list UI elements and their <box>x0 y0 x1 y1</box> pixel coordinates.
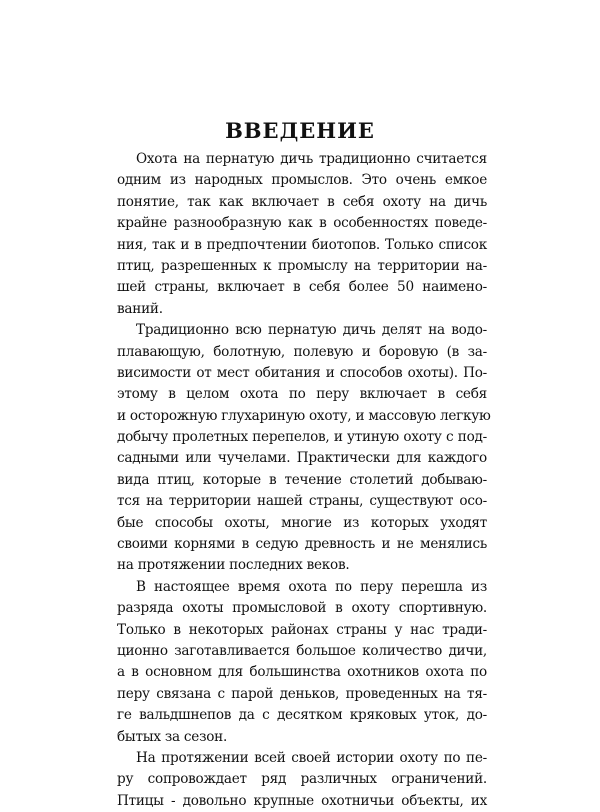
text-line: Птицы - довольно крупные охотничьи объекты, их <box>117 792 487 809</box>
text-line: понятие, так как включает в себя охоту на дичь <box>117 193 487 210</box>
text-line: ру сопровождает ряд различных ограничений. <box>117 771 487 788</box>
chapter-title: ВВЕДЕНИЕ <box>225 118 375 143</box>
text-line: этому в целом охота по перу включает в себя <box>117 386 487 403</box>
text-line: разряда охоты промысловой в охоту спортивную. <box>117 600 487 617</box>
text-line: бые способы охоты, многие из которых уходят <box>117 514 487 531</box>
text-line: на протяжении последних веков. <box>117 557 350 574</box>
text-line: ге вальдшнепов да с десятком кряковых уток, до- <box>117 707 487 724</box>
text-line: садными или чучелами. Практически для каждого <box>117 450 487 467</box>
text-line: бытых за сезон. <box>117 728 228 745</box>
text-line: добычу пролетных перепелов, и утиную охоту с под- <box>117 429 487 446</box>
body-text <box>117 149 491 812</box>
text-line: В настоящее время охота по перу перешла из <box>136 578 487 595</box>
text-line: ционно заготавливается большое количество дичи, <box>117 642 487 659</box>
text-line: одним из народных промыслов. Это очень емкое <box>117 172 487 189</box>
text-line: плавающую, болотную, полевую и боровую (в за- <box>117 343 487 360</box>
paragraph <box>117 577 487 748</box>
text-line: вида птиц, которые в течение столетий добываю- <box>117 471 487 488</box>
paragraph <box>117 149 487 320</box>
text-line: На протяжении всей своей истории охоту по пе- <box>136 749 487 766</box>
text-line: своими корнями в седую древность и не менялись <box>117 536 487 553</box>
text-line: ваний. <box>117 300 163 317</box>
text-line: Только в некоторых районах страны у нас тради- <box>117 621 487 638</box>
text-line: птиц, разрешенных к промыслу на территории на- <box>117 257 487 274</box>
text-line: шей страны, включает в себя более 50 наимено- <box>117 279 487 296</box>
text-line: Традиционно всю пернатую дичь делят на водо- <box>136 322 487 339</box>
text-line: тся на территории нашей страны, существуют осо- <box>117 493 487 510</box>
text-line: висимости от мест обитания и способов охоты). По- <box>117 364 487 381</box>
text-line: перу связана с парой деньков, проведенных на тя- <box>117 685 487 702</box>
text-line: а в основном для большинства охотников охота по <box>117 664 487 681</box>
paragraph <box>117 748 487 812</box>
text-line: Охота на пернатую дичь традиционно считается <box>136 151 487 167</box>
text-line: ния, так и в предпочтении биотопов. Только список <box>117 236 487 253</box>
paragraph <box>117 320 491 577</box>
text-line: и осторожную глухариную охоту, и массовую легкую <box>117 407 491 424</box>
text-line: крайне разнообразную как в особенностях поведе- <box>117 215 487 232</box>
